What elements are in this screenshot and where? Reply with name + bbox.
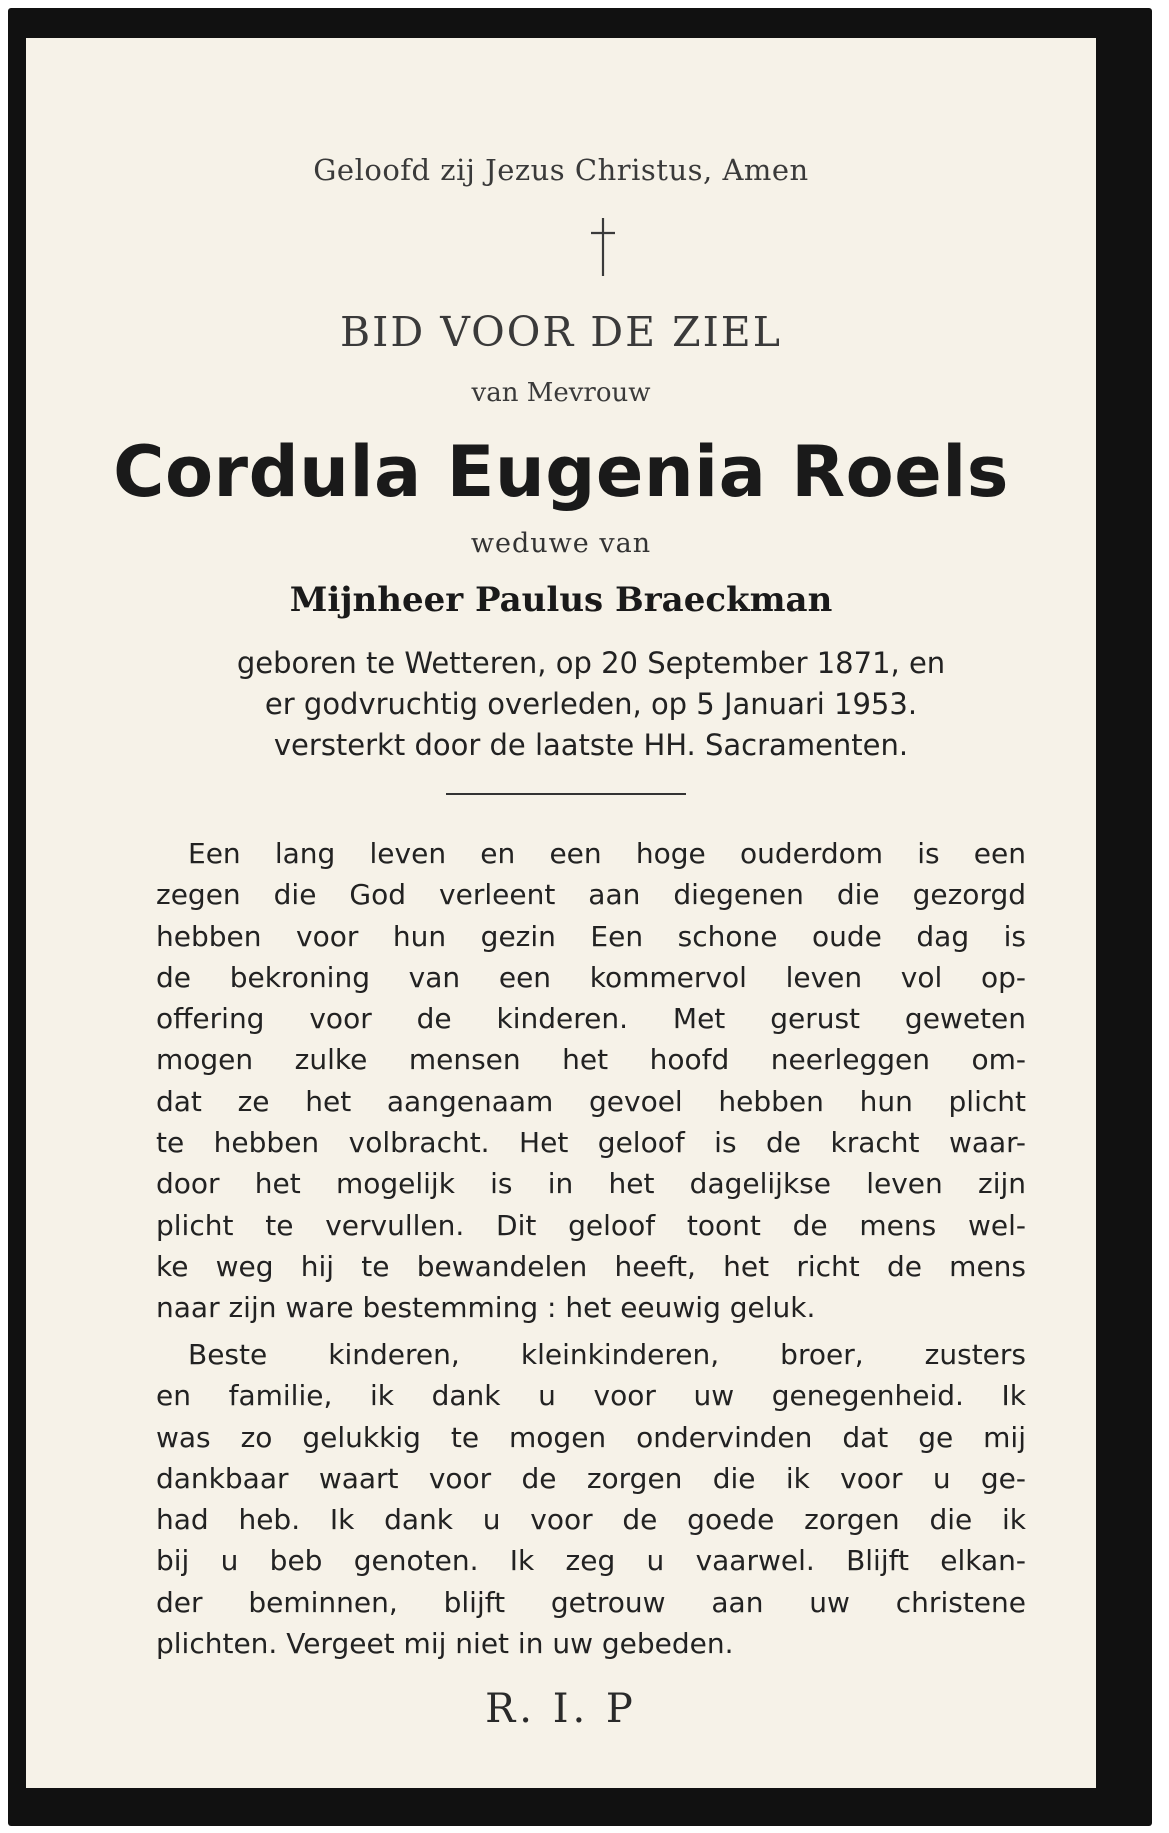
text-line: dat ze het aangenaam gevoel hebben hun plicht	[156, 1084, 1026, 1118]
rip-inscription: R. I. P	[485, 1686, 637, 1732]
text-line: dankbaar waart voor de zorgen die ik voor u ge-	[156, 1461, 1026, 1495]
birth-line: geboren te Wetteren, op 20 September 1871, en	[236, 646, 946, 680]
divider-rule	[446, 793, 686, 795]
birth-death-details	[156, 643, 1026, 766]
text-line: was zo gelukkig te mogen ondervinden dat ge mij	[156, 1420, 1026, 1454]
text-line: offering voor de kinderen. Met gerust geweten	[156, 1002, 1026, 1036]
text-line: hebben voor hun gezin Een schone oude dag is	[156, 919, 1026, 953]
death-line: er godvruchtig overleden, op 5 Januari 1953.	[264, 687, 918, 721]
text-line: plichten. Vergeet mij niet in uw gebeden.	[156, 1627, 734, 1661]
deceased-name: Cordula Eugenia Roels	[113, 431, 1009, 513]
text-line: der beminnen, blijft getrouw aan uw christene	[156, 1585, 1026, 1619]
text-line: bij u beb genoten. Ik zeg u vaarwel. Blijft elkan-	[156, 1544, 1026, 1578]
text-line: te hebben volbracht. Het geloof is de kracht waar-	[156, 1126, 1026, 1160]
prayer-heading: BID VOOR DE ZIEL	[340, 308, 782, 356]
text-line: Een lang leven en een hoge ouderdom is een	[188, 837, 1026, 870]
text-line: plicht te vervullen. Dit geloof toont de mens wel-	[156, 1208, 1026, 1242]
text-line: had heb. Ik dank u voor de goede zorgen die ik	[156, 1503, 1026, 1537]
text-line: naar zijn ware bestemming : het eeuwig geluk.	[156, 1291, 816, 1325]
card-content	[26, 38, 1096, 1788]
farewell-paragraph	[156, 1334, 1026, 1664]
honorific: van Mevrouw	[471, 378, 651, 408]
text-line: en familie, ik dank u voor uw genegenheid. Ik	[156, 1379, 1026, 1413]
cross-icon	[583, 216, 623, 278]
invocation-text: Geloofd zij Jezus Christus, Amen	[313, 153, 809, 187]
text-line: mogen zulke mensen het hoofd neerleggen om-	[156, 1043, 1026, 1077]
card-paper	[26, 38, 1096, 1788]
mourning-card	[8, 8, 1152, 1826]
text-line: door het mogelijk is in het dagelijkse leven zijn	[156, 1167, 1026, 1201]
husband-name: Mijnheer Paulus Braeckman	[289, 580, 833, 620]
text-line: Beste kinderen, kleinkinderen, broer, zusters	[188, 1338, 1026, 1371]
reflection-paragraph	[156, 833, 1026, 1329]
widow-of-label: weduwe van	[470, 528, 652, 559]
text-line: de bekroning van een kommervol leven vol op-	[156, 960, 1026, 994]
text-line: ke weg hij te bewandelen heeft, het richt de mens	[156, 1249, 1026, 1283]
sacraments-line: versterkt door de laatste HH. Sacramenten.	[273, 728, 909, 762]
text-line: zegen die God verleent aan diegenen die gezorgd	[156, 878, 1026, 912]
